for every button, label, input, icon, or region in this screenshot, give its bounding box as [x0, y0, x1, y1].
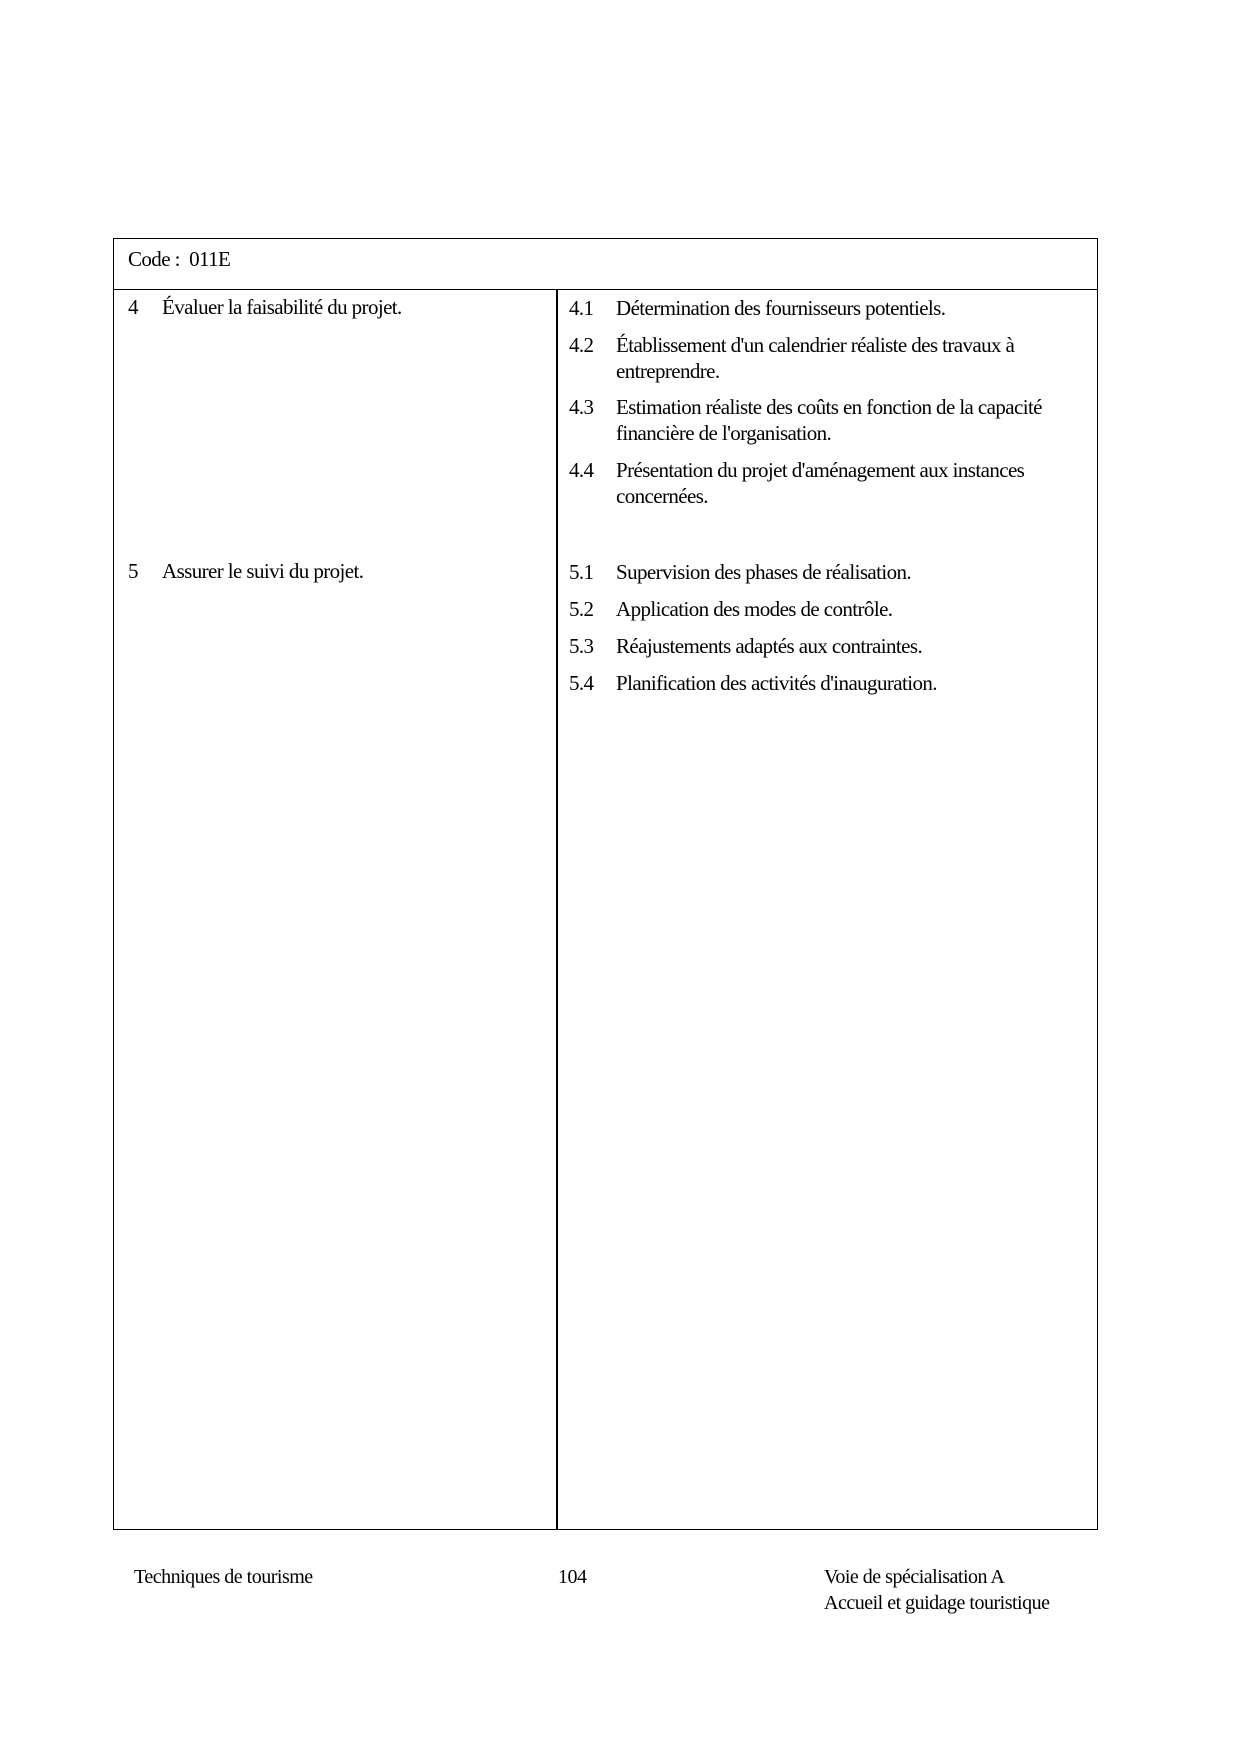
criterion-5-3: [569, 633, 1089, 659]
criterion-5-1: [569, 559, 1089, 585]
footer-program-title: Techniques de tourisme: [134, 1566, 313, 1588]
competency-number: 5: [128, 559, 138, 583]
criterion-text: Réajustements adaptés aux contraintes.: [616, 634, 923, 658]
footer-specialization: Voie de spécialisation A: [824, 1566, 1005, 1588]
criterion-4-3: [569, 394, 1089, 446]
criterion-4-2: [569, 332, 1089, 384]
criterion-number: 4.4: [569, 458, 594, 482]
criterion-4-1: [569, 295, 1089, 321]
competency-table: [113, 238, 1098, 1530]
criterion-number: 5.4: [569, 671, 594, 695]
criterion-4-4: [569, 457, 1089, 509]
criterion-5-2: [569, 596, 1089, 622]
criterion-text: Présentation du projet d'aménagement aux instances concernées.: [616, 458, 1025, 508]
competency-4: [128, 295, 402, 320]
code-label: Code : 011E: [128, 247, 231, 271]
competency-label: Évaluer la faisabilité du projet.: [162, 295, 402, 319]
criterion-text: Application des modes de contrôle.: [616, 597, 893, 621]
criterion-number: 5.1: [569, 560, 594, 584]
criterion-5-4: [569, 670, 1089, 696]
criterion-text: Supervision des phases de réalisation.: [616, 560, 912, 584]
competency-number: 4: [128, 295, 138, 319]
competency-label: Assurer le suivi du projet.: [162, 559, 364, 583]
criterion-number: 5.3: [569, 634, 594, 658]
code-row: [114, 239, 1097, 290]
criterion-text: Estimation réaliste des coûts en fonction de la capacité financière de l'organisation.: [616, 395, 1042, 445]
footer-specialization-name: Accueil et guidage touristique: [824, 1592, 1050, 1614]
criterion-number: 4.3: [569, 395, 594, 419]
criterion-number: 4.2: [569, 333, 594, 357]
criterion-text: Détermination des fournisseurs potentiels.: [616, 296, 946, 320]
competency-5: [128, 559, 363, 584]
criterion-text: Établissement d'un calendrier réaliste des travaux à entreprendre.: [616, 333, 1015, 383]
criterion-number: 5.2: [569, 597, 594, 621]
column-divider: [556, 290, 558, 1529]
page-number: 104: [558, 1566, 587, 1588]
criterion-text: Planification des activités d'inauguration.: [616, 671, 937, 695]
criterion-number: 4.1: [569, 296, 594, 320]
